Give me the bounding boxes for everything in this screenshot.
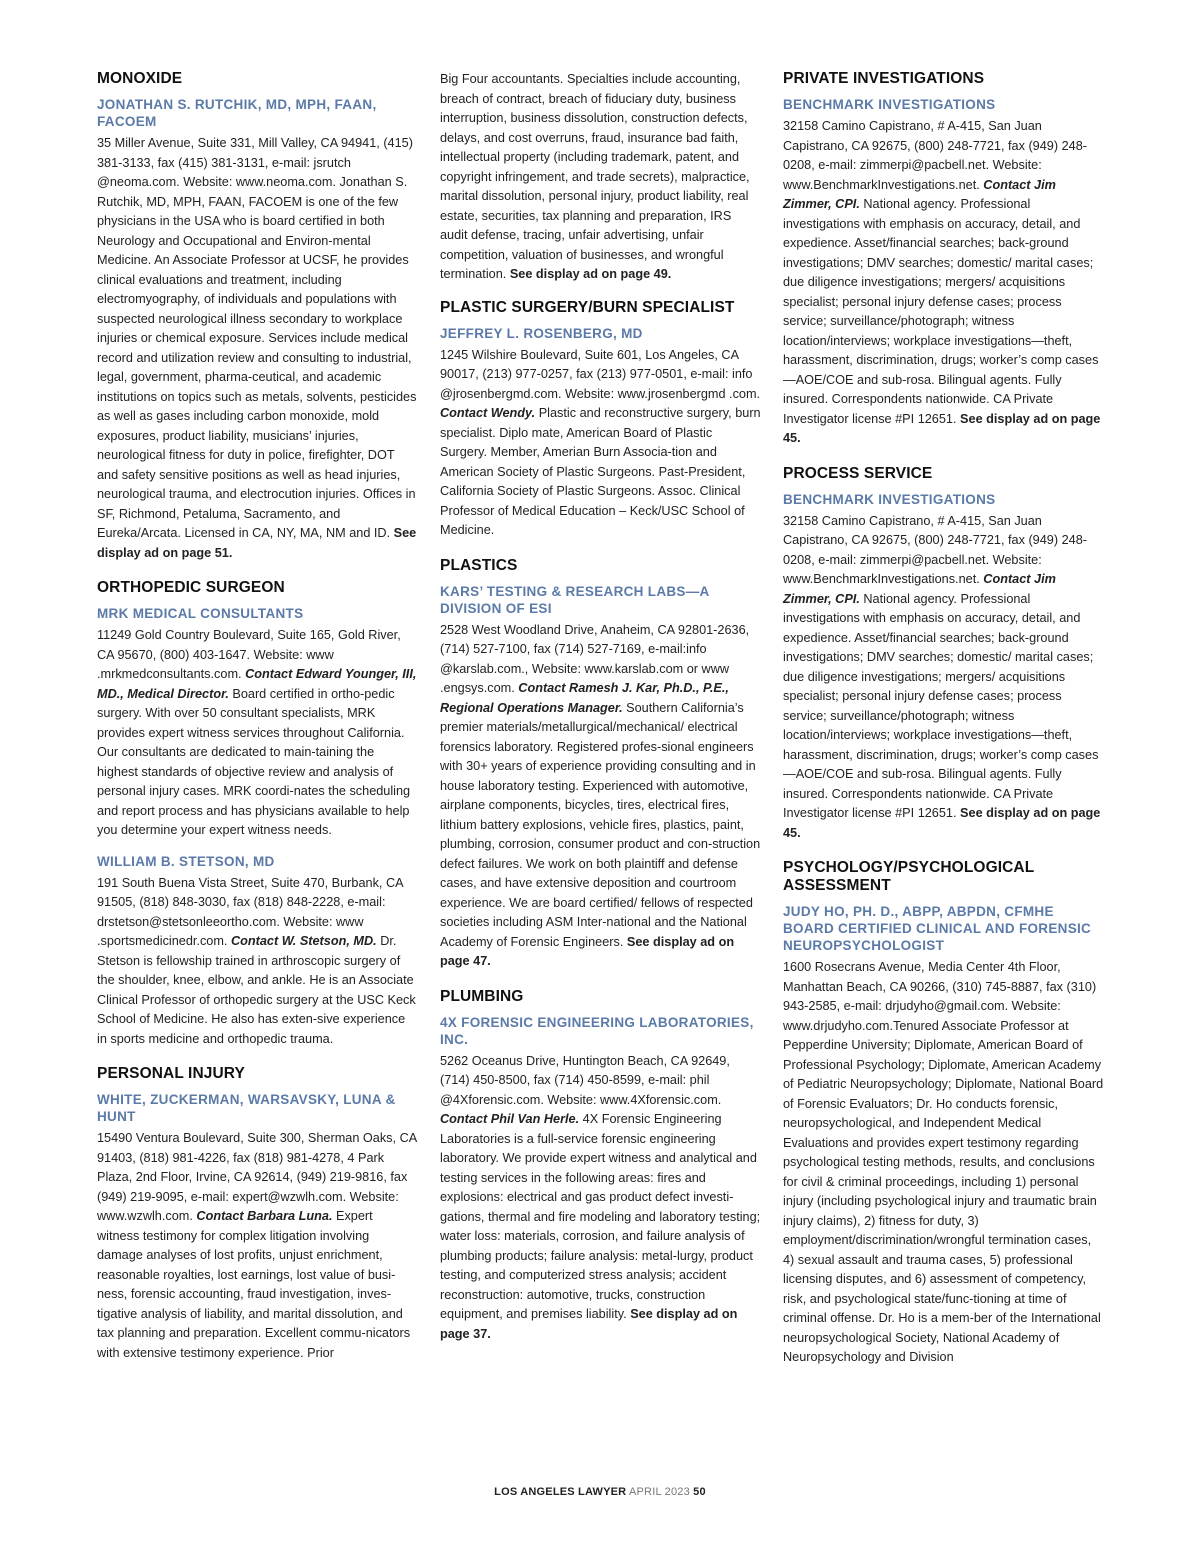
column-1 bbox=[97, 70, 417, 1379]
section-heading: MONOXIDE bbox=[97, 70, 183, 87]
page-footer bbox=[0, 1486, 1200, 1498]
entry-name: JUDY HO, PH. D., ABPP, ABPDN, CFMHE BOARD CERTIFIED CLINICAL AND FORENSIC NEUROPSYCHOLOGIST bbox=[783, 904, 1092, 953]
directory-entry bbox=[783, 491, 1105, 844]
section bbox=[783, 465, 1105, 844]
directory-entry bbox=[97, 96, 417, 563]
entry-name: JEFFREY L. ROSENBERG, MD bbox=[440, 325, 643, 341]
directory-entry bbox=[440, 1014, 762, 1345]
entry-contact: Contact Wendy. bbox=[440, 406, 536, 420]
see-display-ad: See display ad on page 51. bbox=[97, 526, 417, 560]
section bbox=[783, 859, 1105, 1368]
entry-address-text: 2528 West Woodland Drive, Anaheim, CA 92801-2636, (714) 527-7100, fax (714) 527-7169, e-mail:info @karslab.com., Website: www.karslab.com or www .engsys.com. bbox=[440, 622, 750, 695]
entry-name: BENCHMARK INVESTIGATIONS bbox=[783, 491, 996, 507]
see-display-ad: See display ad on page 37. bbox=[440, 1307, 738, 1341]
section-heading: PLUMBING bbox=[440, 987, 524, 1005]
directory-entry bbox=[97, 853, 417, 1050]
entry-description bbox=[783, 117, 1105, 449]
entry-services-text: National agency. Professional investigations with emphasis on accuracy, detail, and expedience. Asset/financial searches; back-ground investigations; DMV searches; domestic/ marital cases; due diligence investigations; mergers/ acquisitions specialist; personal injury defense cases; process service; surveillance/photograph; witness location/interviews; workplace investigations—theft, harassment, discrimination, drugs; worker’s comp cases—AOE/COE and sub-rosa. Bilingual agents. Fully insured. Correspondents nationwide. CA Private Investigator license #PI 12651. bbox=[783, 197, 1099, 426]
entry-description bbox=[783, 958, 1105, 1368]
entry-address-text: 191 South Buena Vista Street, Suite 470, Burbank, CA 91505, (818) 848-3030, fax (818) 848-2228, e-mail: drstetson@stetsonleeortho.com. Website: www .sportsmedicinedr.com. bbox=[97, 875, 403, 948]
directory-entry bbox=[97, 605, 417, 841]
entry-description bbox=[440, 346, 762, 541]
entry-services-text: Southern California’s premier materials/metallurgical/mechanical/ electrical forensics laboratory. Registered profes-sional engineers with 30+ years of experience providing consulting and in house laboratory testing. Experienced with automotive, airplane components, bicycles, tires, electrical fires, lithium battery explosions, vehicle fires, plastics, paint, plumbing, corrosion, consumer product and con-struction defect failures. We work on both plaintiff and defense cases, and have extensive deposition and courtroom experience. We are board certified/ fellows of respected societies including ASM Inter-national and the National Academy of Forensic Engineers. bbox=[440, 700, 761, 949]
entry-services-text: Board certified in ortho-pedic surgery. With over 50 consultant specialists, MRK provides expert witness services throughout California. Our consultants are dedicated to main-taining the highest standards of objective review and analysis of personal injury cases. MRK coordi-nates the scheduling and report process and has physicians available to help you determine your expert witness needs. bbox=[97, 686, 411, 837]
entry-description bbox=[783, 512, 1105, 844]
column-2 bbox=[440, 70, 762, 1360]
directory-entry bbox=[440, 583, 762, 972]
section bbox=[97, 1065, 417, 1363]
entry-contact: Contact W. Stetson, MD. bbox=[230, 934, 377, 948]
see-display-ad: See display ad on page 45. bbox=[783, 411, 1101, 445]
directory-entry bbox=[97, 1091, 417, 1363]
footer-date: APRIL 2023 bbox=[628, 1486, 690, 1498]
entry-description bbox=[97, 626, 417, 841]
entry-contact: Contact Jim Zimmer, CPI. bbox=[783, 177, 1056, 211]
entry-address-text: 11249 Gold Country Boulevard, Suite 165, Gold River, CA 95670, (800) 403-1647. Website: www .mrkmedconsultants.com. bbox=[97, 628, 401, 681]
entry-description bbox=[97, 134, 417, 563]
entry-description bbox=[440, 621, 762, 972]
section bbox=[97, 579, 417, 1049]
section-heading: PLASTIC SURGERY/BURN SPECIALIST bbox=[440, 298, 735, 316]
column-3 bbox=[783, 70, 1105, 1384]
section bbox=[440, 557, 762, 972]
entry-address-text: 1600 Rosecrans Avenue, Media Center 4th Floor, Manhattan Beach, CA 90266, (310) 745-8887, fax (310) 943-2585, e-mail: drjudyho@gmail.com. Website: www.drjudyho.com.Tenured Associate Professor at Pepperdine University; Diplomate, American Board of Professional Psychology; Diplomate, American Academy of Pediatric Neuropsychology; Diplomate, National Board of Forensic Evaluators; Dr. Ho conducts forensic, neuropsychological, and Independent Medical Evaluations and provides expert testimony regarding psychological testing methods, results, and conclusions for civil & criminal proceedings, including 1) personal injury (including psychological injury and traumatic brain injury claims), 2) fitness for duty, 3) employment/discrimination/wrongful termination cases, 4) sexual assault and trauma cases, 5) professional licensing disputes, and 6) assessment of competency, risk, and psychological state/func-tioning at time of criminal offense. Dr. Ho is a mem-ber of the International neuropsychological Society, National Academy of Neuropsychology and Division bbox=[783, 960, 1104, 1364]
entry-description bbox=[97, 1129, 417, 1363]
entry-services-text: Dr. Stetson is fellowship trained in arthroscopic surgery of the shoulder, knee, elbow, and ankle. He is an Associate Clinical Professor of orthopedic surgery at the USC Keck School of Medicine. He also has exten-sive experience in sports medicine and orthopedic trauma. bbox=[97, 934, 416, 1046]
directory-entry bbox=[783, 903, 1105, 1368]
entry-contact: Contact Ramesh J. Kar, Ph.D., P.E., Regional Operations Manager. bbox=[440, 681, 729, 715]
section bbox=[440, 299, 762, 541]
footer-page-number: 50 bbox=[693, 1486, 706, 1498]
entry-name: KARS’ TESTING & RESEARCH LABS—A DIVISION OF ESI bbox=[440, 583, 710, 616]
continued-entry-text bbox=[440, 70, 762, 285]
section bbox=[783, 70, 1105, 449]
section-heading: ORTHOPEDIC SURGEON bbox=[97, 579, 285, 596]
entry-description bbox=[440, 1052, 762, 1345]
entry-services-text: Expert witness testimony for complex litigation involving damage analyses of lost profits, unjust enrichment, reasonable royalties, lost earnings, lost value of busi-ness, forensic accounting, fraud investigation, inves-tigative analysis of liability, and marital dissolution, and tax planning and preparation. Excellent commu-nicators with extensive testimony experience. Prior bbox=[97, 1209, 411, 1360]
section-heading: PSYCHOLOGY/PSYCHOLOGICAL ASSESSMENT bbox=[783, 859, 1035, 894]
entry-contact: Contact Phil Van Herle. bbox=[440, 1112, 580, 1126]
section-heading: PERSONAL INJURY bbox=[97, 1065, 245, 1082]
entry-address-text: 35 Miller Avenue, Suite 331, Mill Valley, CA 94941, (415) 381-3133, fax (415) 381-3131, e-mail: jsrutch @neoma.com. Website: www.neoma.com. Jonathan S. Rutchik, MD, MPH, FAAN, FACOEM is one of the few physicians in the USA who is board certified in both Neurology and Occupational and Environ-mental Medicine. An Associate Professor at UCSF, he provides clinical evaluations and treatment, including electromyography, of individuals and populations with suspected neurological illness secondary to workplace injuries or chemical exposure. Services include medical record and utilization review and consulting to industrial, legal, government, pharma-ceutical, and academic institutions on topics such as metals, solvents, pesticides as well as gases including carbon monoxide, mold exposures, product liability, musicians’ injuries, neurological fitness for duty in police, firefighter, DOT and safety sensitive positions as well as head injuries, neurological trauma, and electrocution injuries. Offices in SF, Richmond, Petaluma, Sacramento, and Eureka/Arcata. Licensed in CA, NY, MA, NM and ID. bbox=[97, 136, 417, 540]
entry-address-text: 5262 Oceanus Drive, Huntington Beach, CA 92649, (714) 450-8500, fax (714) 450-8599, e-mail: phil @4Xforensic.com. Website: www.4Xforensic.com. bbox=[440, 1053, 730, 1107]
entry-contact: Contact Jim Zimmer, CPI. bbox=[783, 572, 1056, 606]
directory-entry bbox=[783, 96, 1105, 449]
entry-address-text: 1245 Wilshire Boulevard, Suite 601, Los Angeles, CA 90017, (213) 977-0257, fax (213) 977-0501, e-mail: info @jrosenbergmd.com. Website: www.jrosenbergmd .com. bbox=[440, 347, 761, 401]
see-display-ad: See display ad on page 49. bbox=[509, 267, 672, 281]
entry-services-text: National agency. Professional investigations with emphasis on accuracy, detail, and expedience. Asset/financial searches; back-ground investigations; DMV searches; domestic/ marital cases; due diligence investigations; mergers/ acquisitions specialist; personal injury defense cases; process service; surveillance/photograph; witness location/interviews; workplace investigations—theft, harassment, discrimination, drugs; worker’s comp cases—AOE/COE and sub-rosa. Bilingual agents. Fully insured. Correspondents nationwide. CA Private Investigator license #PI 12651. bbox=[783, 591, 1099, 820]
directory-entry bbox=[440, 325, 762, 541]
section bbox=[440, 988, 762, 1345]
section-heading: PRIVATE INVESTIGATIONS bbox=[783, 70, 985, 87]
entry-address-text: 32158 Camino Capistrano, # A-415, San Juan Capistrano, CA 92675, (800) 248-7721, fax (949) 248-0208, e-mail: zimmerpi@pacbell.net. Website: www.BenchmarkInvestigations.net. bbox=[783, 119, 1087, 192]
entry-services-text: 4X Forensic Engineering Laboratories is a full-service forensic engineering laboratory. We provide expert witness and analytical and testing services in the following areas: fires and explosions: electrical and gas product defect investi-gations, thermal and fire modeling and laboratory testing; water loss: materials, corrosion, and failure analysis of plumbing products; failure analysis: metal-lurgy, product testing, and computerized stress analysis; accident reconstruction: automotive, trucks, construction equipment, and premises liability. bbox=[440, 1112, 761, 1321]
entry-name: 4X FORENSIC ENGINEERING LABORATORIES, INC. bbox=[440, 1014, 754, 1047]
see-display-ad: See display ad on page 47. bbox=[440, 934, 735, 968]
entry-contact: Contact Edward Younger, III, MD., Medical Director. bbox=[97, 667, 417, 701]
entry-name: WHITE, ZUCKERMAN, WARSAVSKY, LUNA & HUNT bbox=[97, 1092, 396, 1124]
continued-body: Big Four accountants. Specialties include accounting, breach of contract, breach of fiduciary duty, business interruption, business dissolution, construction defects, delays, and cost overruns, fraud, insurance bad faith, intellectual property (including trademark, patent, and copyright infringement, and trade secrets), malpractice, marital dissolution, personal injury, product liability, real estate, securities, tax planning and preparation, IRS audit defense, tracing, unfair advertising, unfair competition, valuation of businesses, and wrongful termination. bbox=[440, 72, 750, 281]
entry-services-text: Plastic and reconstructive surgery, burn specialist. Diplo mate, American Board of Plastic Surgery. Member, Amerian Burn Associa-tion and American Society of Plastic Surgeons. Past-President, California Society of Plastic Surgeons. Assoc. Clinical Professor of Medical Education – Keck/USC School of Medicine. bbox=[440, 406, 761, 537]
entry-name: BENCHMARK INVESTIGATIONS bbox=[783, 97, 996, 112]
entry-name: WILLIAM B. STETSON, MD bbox=[97, 853, 275, 869]
entry-name: JONATHAN S. RUTCHIK, MD, MPH, FAAN, FACOEM bbox=[97, 97, 377, 129]
entry-address-text: 15490 Ventura Boulevard, Suite 300, Sherman Oaks, CA 91403, (818) 981-4226, fax (818) 981-4278, 4 Park Plaza, 2nd Floor, Irvine, CA 92614, (949) 219-9816, fax (949) 219-9095, e-mail: expert@wzwlh.com. Website: www.wzwlh.com. bbox=[97, 1131, 417, 1223]
entry-contact: Contact Barbara Luna. bbox=[196, 1209, 333, 1223]
entry-address-text: 32158 Camino Capistrano, # A-415, San Juan Capistrano, CA 92675, (800) 248-7721, fax (949) 248-0208, e-mail: zimmerpi@pacbell.net. Website: www.BenchmarkInvestigations.net. bbox=[783, 513, 1087, 586]
entry-description bbox=[97, 874, 417, 1050]
entry-name: MRK MEDICAL CONSULTANTS bbox=[97, 606, 304, 621]
section bbox=[97, 70, 417, 563]
see-display-ad: See display ad on page 45. bbox=[783, 806, 1101, 840]
footer-publication: LOS ANGELES LAWYER bbox=[494, 1486, 627, 1498]
section-heading: PROCESS SERVICE bbox=[783, 464, 933, 482]
section-heading: PLASTICS bbox=[440, 556, 518, 574]
